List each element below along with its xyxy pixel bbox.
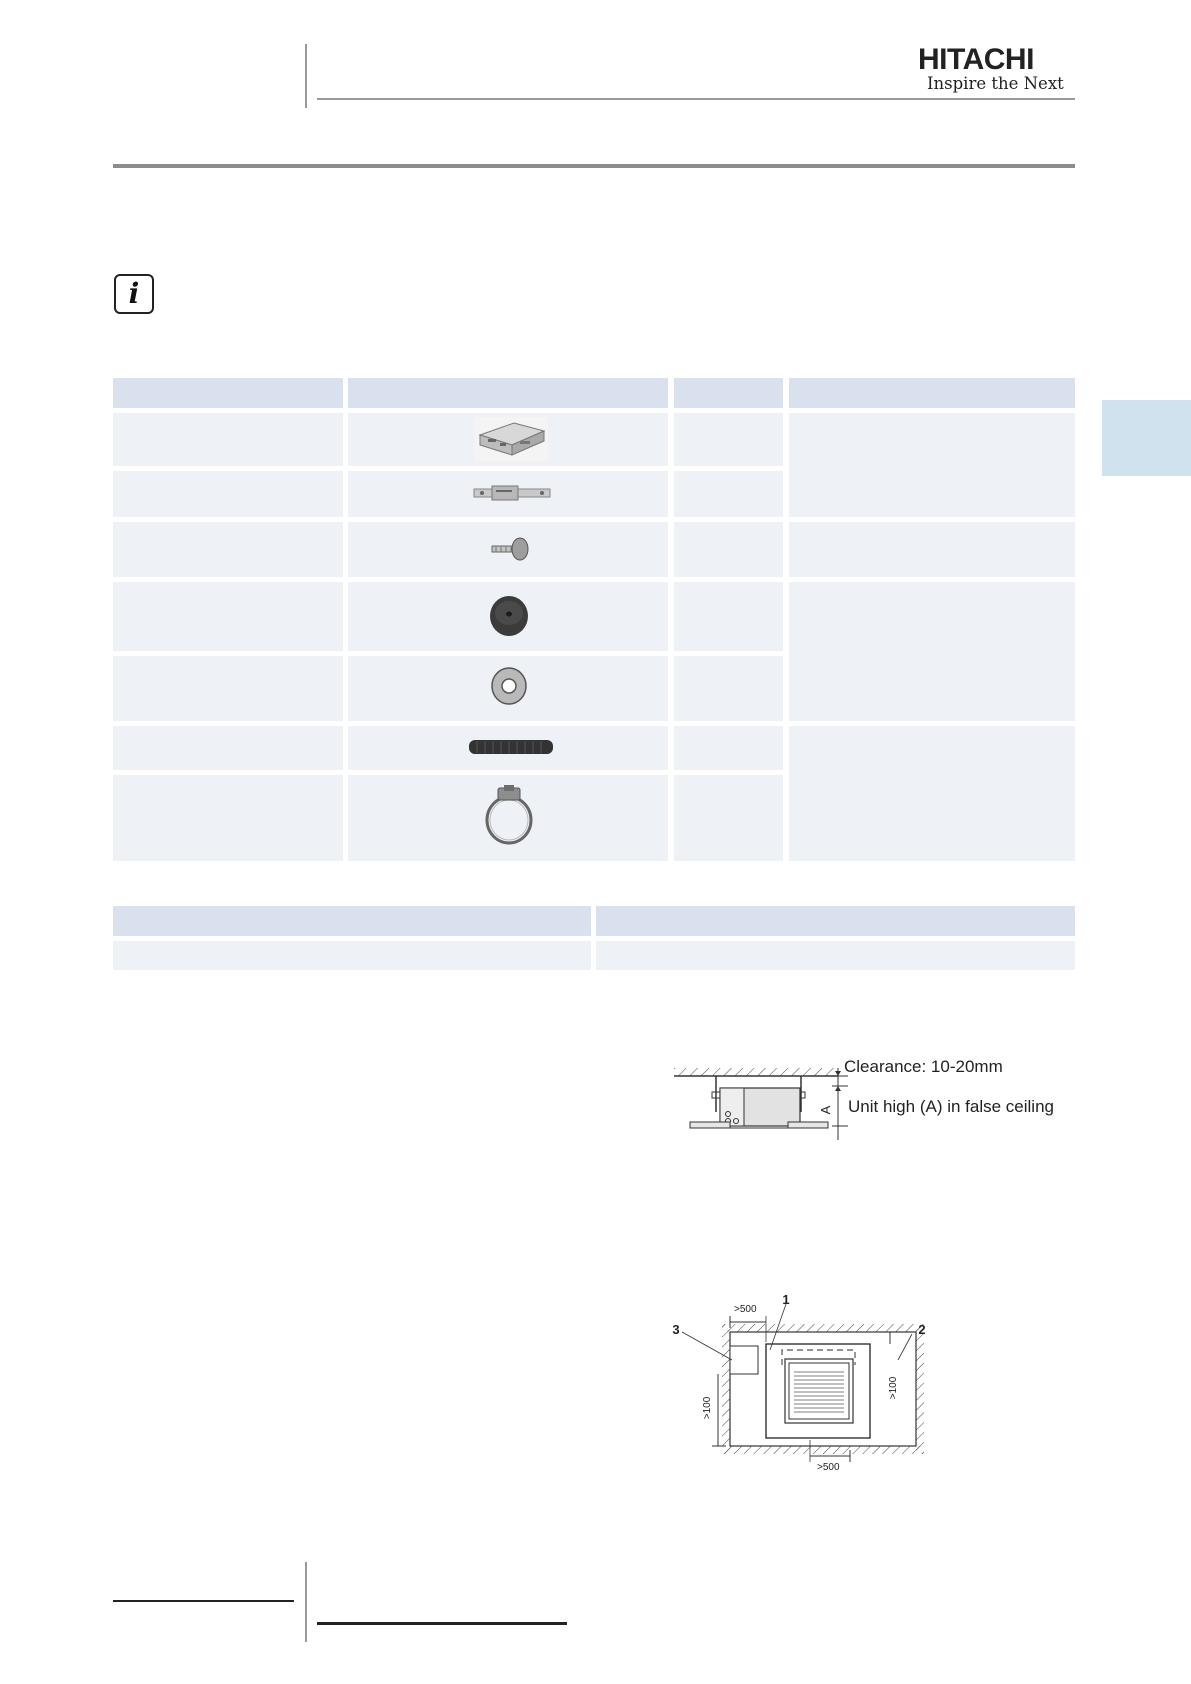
table-header-cell (596, 906, 1075, 936)
footer-left-rule (113, 1600, 294, 1602)
table-cell (789, 582, 1075, 721)
table-cell (674, 471, 783, 517)
table-cell (674, 726, 783, 770)
hose-clamp-icon (482, 784, 536, 846)
table-header-cell (113, 378, 343, 408)
callout-3: 3 (672, 1322, 680, 1337)
access-panel (730, 1346, 758, 1374)
table-cell (113, 656, 343, 721)
dim-top-left: >500 (734, 1304, 757, 1315)
table-header-cell (348, 378, 668, 408)
false-ceiling-panel (690, 1122, 730, 1128)
rubber-washer-icon (488, 594, 530, 638)
table-cell (674, 775, 783, 861)
dim-left: >100 (702, 1396, 713, 1420)
clearance-label: Clearance: 10-20mm (844, 1057, 1003, 1076)
chapter-side-tab (1102, 400, 1191, 476)
dim-right: >100 (888, 1376, 899, 1400)
table-cell (789, 413, 1075, 517)
brand-tagline: Inspire the Next (927, 74, 1064, 93)
table-cell (674, 656, 783, 721)
unit-height-label: Unit high (A) in false ceiling (848, 1097, 1054, 1116)
table-header-cell (789, 378, 1075, 408)
table-header-cell (113, 906, 591, 936)
table-cell (674, 413, 783, 466)
brand-logo: HITACHI (918, 43, 1034, 76)
callout-2: 2 (918, 1322, 926, 1337)
header-main-rule (113, 164, 1075, 168)
table-cell (596, 941, 1075, 970)
header-left-divider (305, 44, 307, 108)
table-cell (789, 522, 1075, 577)
footer-divider (305, 1562, 307, 1642)
table-cell (789, 726, 1075, 861)
table-cell (113, 582, 343, 651)
table-cell (113, 522, 343, 577)
table-cell (674, 522, 783, 577)
dim-bottom-right: >500 (817, 1462, 840, 1473)
footer-right-rule (317, 1622, 567, 1625)
dimension-a-label: A (818, 1105, 833, 1115)
bracket-icon (472, 484, 552, 502)
drain-hose-icon (467, 737, 555, 757)
table-cell (674, 582, 783, 651)
installation-height-diagram (670, 1050, 1080, 1150)
screw-icon (488, 536, 532, 562)
ceiling-hatch (674, 1068, 838, 1076)
table-header-cell (674, 378, 783, 408)
table-cell (113, 413, 343, 466)
table-cell (113, 941, 591, 970)
table-cell (113, 726, 343, 770)
switch-box-icon (474, 417, 548, 461)
info-icon: i (114, 274, 154, 314)
service-space-diagram (660, 1290, 970, 1490)
header-underline (317, 98, 1075, 100)
washer-icon (490, 666, 528, 706)
callout-1: 1 (782, 1292, 790, 1307)
table-cell (113, 471, 343, 517)
table-cell (113, 775, 343, 861)
